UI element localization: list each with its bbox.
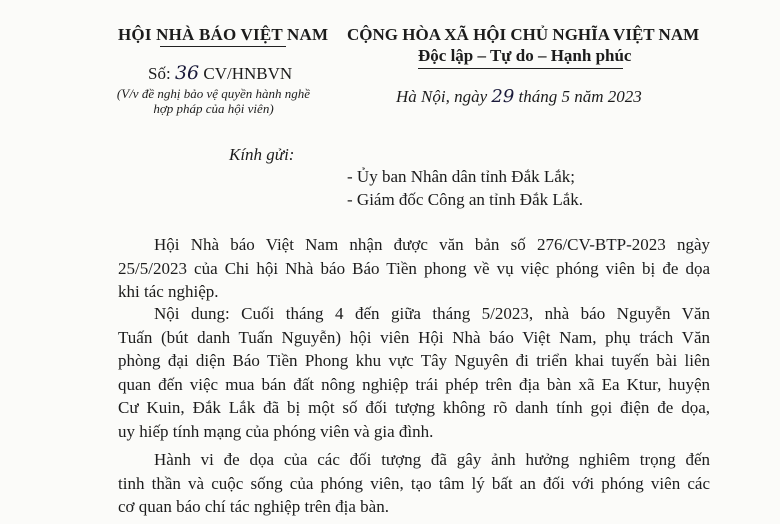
date-prefix: Hà Nội, ngày xyxy=(396,87,488,106)
paragraph-line: Cư Kuin, Đắk Lắk đã bị một số đối tượng không rõ danh tính gọi điện đe dọa, xyxy=(118,398,710,417)
paragraph-line: tinh thần và cuộc sống của phóng viên, tạo tâm lý bất an đối với phóng viên các xyxy=(118,473,710,493)
paragraph-line: Nội dung: Cuối tháng 4 đến giữa tháng 5/2023, nhà báo Nguyễn Văn xyxy=(154,304,710,323)
paragraph-line: uy hiếp tính mạng của phóng viên và gia đình. xyxy=(118,421,434,441)
paragraph-line: khi tác nghiệp. xyxy=(118,282,219,301)
doc-number-suffix: CV/HNBVN xyxy=(203,64,293,83)
addressee-item: - Giám đốc Công an tỉnh Đắk Lắk. xyxy=(347,190,584,209)
paragraph-line: Hội Nhà báo Việt Nam nhận được văn bản số 276/CV-BTP-2023 ngày xyxy=(154,235,710,254)
body-paragraph-1 xyxy=(118,233,710,304)
paragraph-line: Tuấn (bút danh Tuấn Nguyễn) hội viên Hội Nhà báo Việt Nam, phụ trách Văn xyxy=(118,327,710,347)
paragraph-line: cơ quan báo chí tác nghiệp trên địa bàn. xyxy=(118,497,389,516)
paragraph-line: 25/5/2023 của Chi hội Nhà báo Báo Tiền phong về vụ việc phóng viên bị đe dọa xyxy=(118,258,710,278)
paragraph-line: Hành vi đe dọa của các đối tượng đã gây ảnh hưởng nghiêm trọng đến xyxy=(154,450,710,469)
paragraph-line: phòng đại diện Báo Tiền Phong khu vực Tây Nguyên đi triển khai tuyến bài liên xyxy=(118,351,710,370)
subject-line-2: hợp pháp của hội viên) xyxy=(153,101,274,116)
organization-name: HỘI NHÀ BÁO VIỆT NAM xyxy=(118,25,329,44)
subject-line xyxy=(86,86,341,116)
motto-underline xyxy=(418,68,623,69)
document-number xyxy=(148,62,292,84)
subject-line-1: (V/v đề nghị bảo vệ quyền hành nghề xyxy=(116,86,311,101)
doc-number-prefix: Số: xyxy=(148,64,171,83)
body-paragraph-2 xyxy=(118,302,710,443)
doc-number-handwritten: 36 xyxy=(174,62,200,84)
national-motto: Độc lập – Tự do – Hạnh phúc xyxy=(418,46,632,65)
addressee-item: - Ủy ban Nhân dân tỉnh Đắk Lắk; xyxy=(347,167,576,186)
date-day-handwritten: 29 xyxy=(491,86,515,107)
body-paragraph-3 xyxy=(118,448,710,519)
addressee-label: Kính gửi: xyxy=(229,145,295,164)
document-date xyxy=(396,86,642,107)
organization-underline xyxy=(160,46,286,47)
paragraph-line: quan đến việc mua bán đất nông nghiệp trái phép trên địa bàn xã Ea Ktur, huyện xyxy=(118,374,710,394)
national-title: CỘNG HÒA XÃ HỘI CHỦ NGHĨA VIỆT NAM xyxy=(347,25,700,44)
date-suffix: tháng 5 năm 2023 xyxy=(518,87,642,106)
